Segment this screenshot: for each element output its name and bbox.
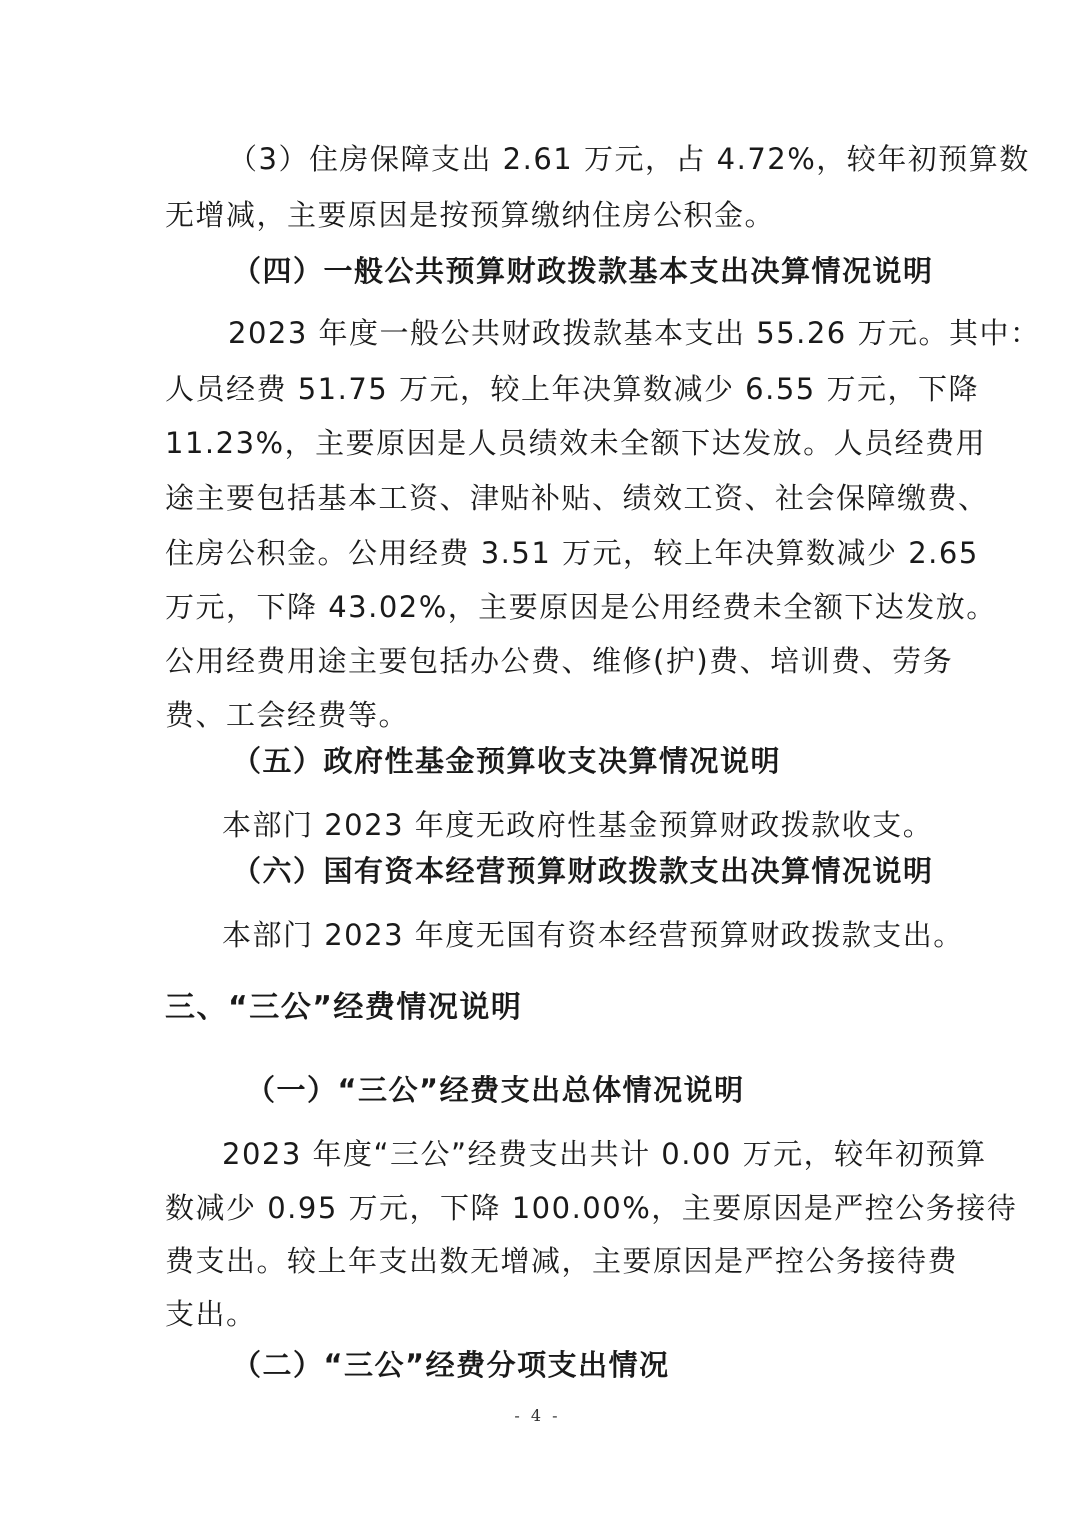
paragraph-line: 万元，下降 43.02%，主要原因是公用经费未全额下达发放。 — [165, 590, 997, 624]
paragraph-line: 2023 年度“三公”经费支出共计 0.00 万元，较年初预算 — [222, 1137, 987, 1171]
paragraph-line: 本部门 2023 年度无政府性基金预算财政拨款收支。 — [222, 808, 934, 842]
paragraph-line: 数减少 0.95 万元，下降 100.00%，主要原因是严控公务接待 — [165, 1191, 1018, 1225]
section-heading: （一）“三公”经费支出总体情况说明 — [246, 1073, 745, 1107]
paragraph-line: 费支出。较上年支出数无增减，主要原因是严控公务接待费 — [165, 1244, 959, 1278]
paragraph-line: 2023 年度一般公共财政拨款基本支出 55.26 万元。其中： — [228, 316, 1041, 350]
paragraph-line: 途主要包括基本工资、津贴补贴、绩效工资、社会保障缴费、 — [165, 481, 989, 515]
section-heading: （二）“三公”经费分项支出情况 — [232, 1348, 670, 1382]
section-heading: （六）国有资本经营预算财政拨款支出决算情况说明 — [232, 854, 934, 888]
paragraph-line: （3）住房保障支出 2.61 万元，占 4.72%，较年初预算数 — [228, 142, 1030, 176]
section-heading: （五）政府性基金预算收支决算情况说明 — [232, 744, 782, 778]
paragraph-line: 支出。 — [165, 1297, 257, 1331]
section-heading: （四）一般公共预算财政拨款基本支出决算情况说明 — [232, 254, 934, 288]
paragraph-line: 无增减，主要原因是按预算缴纳住房公积金。 — [165, 198, 776, 232]
paragraph-line: 本部门 2023 年度无国有资本经营预算财政拨款支出。 — [222, 918, 964, 952]
chapter-heading: 三、“三公”经费情况说明 — [165, 990, 523, 1025]
paragraph-line: 住房公积金。公用经费 3.51 万元，较上年决算数减少 2.65 — [165, 536, 979, 570]
paragraph-line: 费、工会经费等。 — [165, 698, 410, 732]
paragraph-line: 人员经费 51.75 万元，较上年决算数减少 6.55 万元，下降 — [165, 372, 979, 406]
paragraph-line: 11.23%，主要原因是人员绩效未全额下达发放。人员经费用 — [165, 426, 987, 460]
paragraph-line: 公用经费用途主要包括办公费、维修(护)费、培训费、劳务 — [165, 644, 954, 678]
page-number: - 4 - — [514, 1406, 561, 1425]
